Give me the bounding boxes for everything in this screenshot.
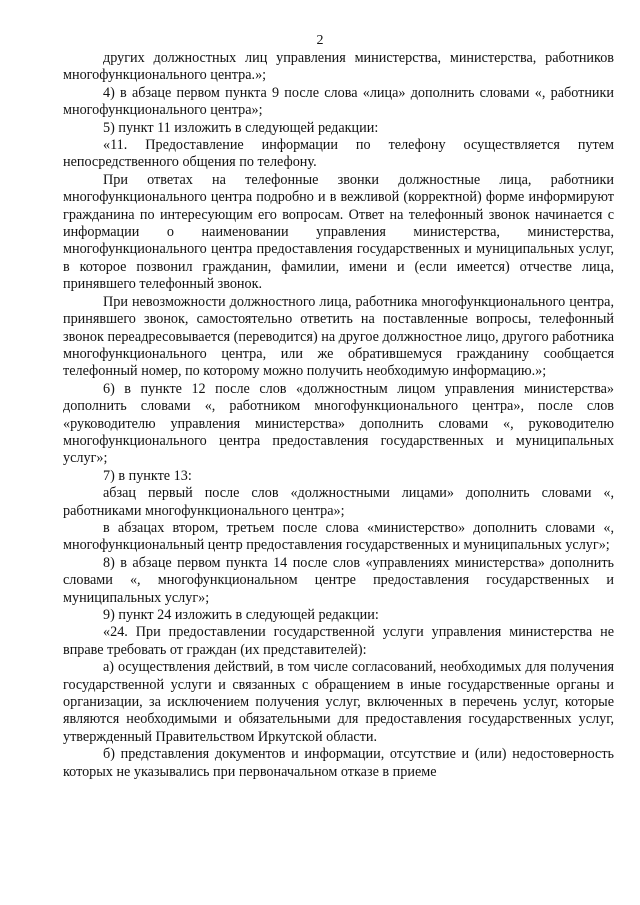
paragraph-call-redirect: При невозможности должностного лица, работника многофункционального центра, принявшего звонок, самостоятельно ответить на поставленные вопросы, телефонный звонок переадресовывается (переводится) на другое должностное лицо, другого работника многофункционального центра, или же обратившемуся гражданину сообщается телефонный номер, по которому можно получить необходимую информацию.»; [63, 293, 614, 380]
paragraph-item-9: 9) пункт 24 изложить в следующей редакции: [103, 607, 379, 623]
paragraph-item-7-second: в абзацах втором, третьем после слова «министерство» дополнить словами «, многофункциональный центр предоставления государственных и муниципальных услуг»; [63, 519, 614, 554]
paragraph-item-7: 7) в пункте 13: [103, 467, 192, 484]
paragraph-continuation: других должностных лиц управления министерства, министерства, работников многофункционального центра.»; [63, 50, 614, 84]
paragraph-subitem-a: а) осуществления действий, в том числе согласований, необходимых для получения государственной услуги и связанных с обращением в иные государственные органы и организации, за исключением получения услуг, включенных в перечень услуг, которые являются необходимыми и обязательными для предоставления государственных услуг, утвержденный Правительством Иркутской области. [63, 659, 614, 745]
paragraph-phone-answers: При ответах на телефонные звонки должностные лица, работники многофункционального центра подробно и в вежливой (корректной) форме информируют гражданина по интересующим его вопросам. Ответ на телефонный звонок начинается с информации о наименовании управления министерства, министерства, многофункционального центра предоставления государственных и муниципальных услуг, в которое позвонил гражданин, фамилии, имени и (если имеется) отчестве лица, принявшего телефонный звонок. [63, 171, 614, 293]
paragraph-item-8: 8) в абзаце первом пункта 14 после слов «управлениях министерства» дополнить словами «, многофункциональном центре предоставления государственных и муниципальных услуг»; [63, 554, 614, 606]
page-number: 2 [316, 33, 324, 48]
paragraph-item-4: 4) в абзаце первом пункта 9 после слова «лица» дополнить словами «, работники многофункционального центра»; [63, 84, 614, 119]
paragraph-item-6: 6) в пункте 12 после слов «должностным лицом управления министерства» дополнить словами «, работником многофункционального центра», после слов «руководителю управления министерства» дополнить словами «, руководителю многофункционального центра предоставления государственных и муниципальных услуг»; [63, 380, 614, 467]
paragraph-subitem-b: б) представления документов и информации, отсутствие и (или) недостоверность которых не указывались при первоначальном отказе в приеме [63, 746, 614, 780]
paragraph-clause-24: «24. При предоставлении государственной услуги управления министерства не вправе требовать от граждан (их представителей): [63, 624, 614, 658]
document-body [63, 50, 614, 781]
paragraph-clause-11: «11. Предоставление информации по телефону осуществляется путем непосредственного общения по телефону. [63, 137, 614, 171]
paragraph-item-7-first: абзац первый после слов «должностными лицами» дополнить словами «, работниками многофункционального центра»; [63, 485, 614, 519]
paragraph-item-5: 5) пункт 11 изложить в следующей редакции: [103, 119, 379, 136]
